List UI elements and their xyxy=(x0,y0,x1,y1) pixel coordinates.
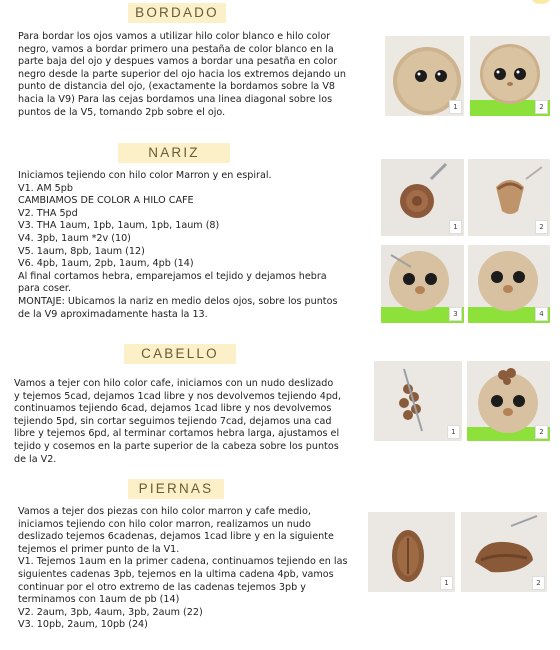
photo-number: 1 xyxy=(449,100,462,114)
text-line: Vamos a tejer dos piezas con hilo color marron y cafe medio, xyxy=(18,506,311,517)
bordado-photo-2 xyxy=(470,36,550,116)
photo-number: 2 xyxy=(535,100,548,114)
cabello-photo-1 xyxy=(374,361,462,441)
text-line: punto de distancia del ojo, (exactamente la bordamos sobre la V8 xyxy=(18,81,335,93)
section-title-nariz: NARIZ xyxy=(118,143,230,163)
text-line: V2. 2aum, 3pb, 4aum, 3pb, 2aum (22) xyxy=(18,606,203,618)
cabello-photo-2 xyxy=(467,361,550,441)
photo-number: 2 xyxy=(535,425,548,439)
text-line: Iniciamos tejiendo con hilo color Marron y en espiral. xyxy=(18,170,272,181)
photo-number: 1 xyxy=(447,425,460,439)
text-line: de la V2. xyxy=(14,453,57,465)
nariz-photo-2 xyxy=(468,159,550,236)
text-line: MONTAJE: Ubicamos la nariz en medio delos ojos, sobre los puntos xyxy=(18,295,338,307)
text-line: CAMBIAMOS DE COLOR A HILO CAFE xyxy=(18,195,194,207)
bordado-text xyxy=(18,31,378,119)
nariz-photo-4 xyxy=(468,245,550,323)
text-line: V1. AM 5pb xyxy=(18,182,73,194)
text-line: continuamos tejiendo 6cad, dejamos 1cad libre y nos devolvemos xyxy=(14,403,332,415)
text-line: continuar por el otro extremo de las cadenas tejemos 3pb y xyxy=(18,581,306,593)
photo-number: 1 xyxy=(449,220,462,234)
text-line: tejido y cosemos en la parte superior de la cabeza sobre los puntos xyxy=(14,440,339,452)
text-line: V5. 1aum, 8pb, 1aum (12) xyxy=(18,245,145,257)
photo-number: 1 xyxy=(440,576,453,590)
text-line: V6. 4pb, 1aum, 2pb, 1aum, 4pb (14) xyxy=(18,258,194,270)
photo-number: 2 xyxy=(532,576,545,590)
nariz-photo-1 xyxy=(381,159,464,236)
text-line: deslizado tejemos 6cadenas, dejamos 1cad libre y en la siguiente xyxy=(18,531,334,543)
section-title-cabello: CABELLO xyxy=(124,344,236,364)
text-line: de la V9 aproximadamente hasta la 13. xyxy=(18,308,208,320)
text-line: parte baja del ojo y despues vamos a bordar una pesatña en color xyxy=(18,56,338,68)
bordado-photo-1 xyxy=(385,36,464,116)
text-line: Al final cortamos hebra, emparejamos el tejido y dejamos hebra xyxy=(18,270,327,282)
text-line: tejemos el primer punto de la V1. xyxy=(18,543,180,555)
text-line: terminamos con 1aum de pb (14) xyxy=(18,594,180,606)
text-line: negro desde la parte superior del ojo hacia los extremos dejando un xyxy=(18,68,346,80)
text-line: libre y tejemos 6pd, al terminar cortamos hebra larga, ajustamos el xyxy=(14,428,340,440)
photo-number: 4 xyxy=(535,307,548,321)
text-line: V3. THA 1aum, 1pb, 1aum, 1pb, 1aum (8) xyxy=(18,220,220,232)
photo-number: 2 xyxy=(535,220,548,234)
text-line: V1. Tejemos 1aum en la primer cadena, continuamos tejiendo en las xyxy=(18,556,348,568)
text-line: V2. THA 5pd xyxy=(18,207,78,219)
piernas-text xyxy=(18,506,363,632)
decorative-dot xyxy=(532,0,550,4)
text-line: puntos de la V5, tomando 2pb sobre el ojo. xyxy=(18,106,226,118)
text-line: y tejemos 5cad, dejamos 1cad libre y nos devolvemos tejiendo 4pd, xyxy=(14,390,342,402)
photo-number: 3 xyxy=(449,307,462,321)
text-line: Vamos a tejer con hilo color cafe, iniciamos con un nudo deslizado xyxy=(14,378,334,389)
piernas-photo-2 xyxy=(461,512,547,592)
nariz-photo-3 xyxy=(381,245,464,323)
cabello-text xyxy=(14,378,364,466)
piernas-photo-1 xyxy=(368,512,455,592)
text-line: V4. 3pb, 1aum *2v (10) xyxy=(18,232,131,244)
text-line: negro, vamos a bordar primero una pestaña de color blanco en la xyxy=(18,43,334,55)
section-title-piernas: PIERNAS xyxy=(128,479,224,499)
text-line: V3. 10pb, 2aum, 10pb (24) xyxy=(18,619,148,631)
text-line: Para bordar los ojos vamos a utilizar hilo color blanco e hilo color xyxy=(18,31,331,42)
text-line: para coser. xyxy=(18,283,71,295)
text-line: hacia la V9) Para las cejas bordamos una linea diagonal sobre los xyxy=(18,93,333,105)
text-line: tejiendo 5pd, sin cortar seguimos tejiendo 7cad, dejamos una cad xyxy=(14,415,332,427)
nariz-text xyxy=(18,170,370,321)
text-line: siguientes cadenas 3pb, tejemos en la ultima cadena 4pb, vamos xyxy=(18,568,334,580)
section-title-bordado: BORDADO xyxy=(128,3,226,23)
text-line: iniciamos tejiendo con hilo color marron, realizamos un nudo xyxy=(18,518,311,530)
